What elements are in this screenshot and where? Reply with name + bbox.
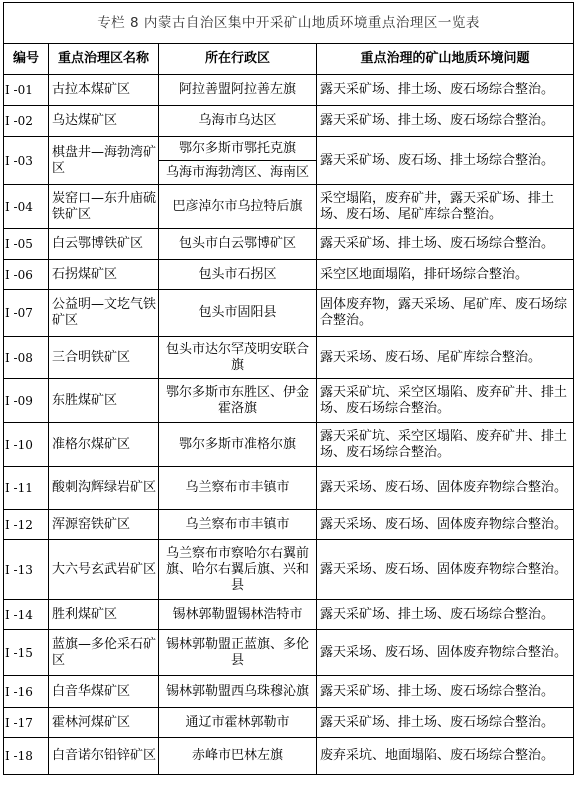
table-row — [4, 185, 574, 229]
row-name: 胜利煤矿区 — [49, 600, 159, 630]
row-region: 锡林郭勒盟正蓝旗、多伦县 — [159, 630, 317, 676]
table-row — [4, 540, 574, 600]
row-code: I -05 — [4, 229, 49, 260]
row-region: 鄂尔多斯市东胜区、伊金霍洛旗 — [159, 379, 317, 423]
row-region: 包头市白云鄂博矿区 — [159, 229, 317, 260]
row-code: I -15 — [4, 630, 49, 676]
table-row — [4, 467, 574, 510]
row-region-secondary: 乌海市海勃湾区、海南区 — [159, 161, 317, 185]
row-region: 赤峰市巴林左旗 — [159, 738, 317, 775]
row-issue: 露天采场、废石场、固体废弃物综合整治。 — [317, 467, 574, 510]
row-issue: 采空区地面塌陷，排矸场综合整治。 — [317, 260, 574, 290]
row-issue: 露天采矿场、排土场、废石场综合整治。 — [317, 708, 574, 738]
row-issue: 露天采矿坑、采空区塌陷、废弃矿井、排土场、废石场综合整治。 — [317, 423, 574, 467]
row-region: 鄂尔多斯市鄂托克旗 — [159, 137, 317, 161]
title-row — [4, 3, 574, 44]
row-name: 白音华煤矿区 — [49, 676, 159, 708]
row-region: 锡林郭勒盟西乌珠穆沁旗 — [159, 676, 317, 708]
table-row — [4, 229, 574, 260]
row-issue: 露天采矿场、排土场、废石场综合整治。 — [317, 75, 574, 106]
row-region: 包头市石拐区 — [159, 260, 317, 290]
row-code: I -17 — [4, 708, 49, 738]
table-row — [4, 630, 574, 676]
table-row — [4, 290, 574, 337]
row-name: 浑源窑铁矿区 — [49, 510, 159, 540]
table-row — [4, 676, 574, 708]
document-sheet — [3, 2, 573, 775]
row-region: 通辽市霍林郭勒市 — [159, 708, 317, 738]
row-name: 古拉本煤矿区 — [49, 75, 159, 106]
row-code: I -18 — [4, 738, 49, 775]
table-row — [4, 337, 574, 379]
table-row — [4, 510, 574, 540]
header-name: 重点治理区名称 — [49, 44, 159, 75]
row-code: I -14 — [4, 600, 49, 630]
row-issue: 露天采矿场、排土场、废石场综合整治。 — [317, 600, 574, 630]
table-title: 专栏 8 内蒙古自治区集中开采矿山地质环境重点治理区一览表 — [4, 3, 574, 44]
table-row — [4, 260, 574, 290]
row-issue: 采空塌陷，废弃矿井，露天采矿场、排土场、废石场、尾矿库综合整治。 — [317, 185, 574, 229]
row-issue: 露天采矿场、排土场、废石场综合整治。 — [317, 676, 574, 708]
row-code: I -12 — [4, 510, 49, 540]
table-row — [4, 137, 574, 161]
row-region: 乌兰察布市察哈尔右翼前旗、哈尔右翼后旗、兴和县 — [159, 540, 317, 600]
row-name: 棋盘井—海勃湾矿区 — [49, 137, 159, 185]
row-region: 乌兰察布市丰镇市 — [159, 467, 317, 510]
row-issue: 露天采场、废石场、尾矿库综合整治。 — [317, 337, 574, 379]
row-issue: 露天采矿场、排土场、废石场综合整治。 — [317, 229, 574, 260]
row-name: 霍林河煤矿区 — [49, 708, 159, 738]
row-name: 公益明—文圪气铁矿区 — [49, 290, 159, 337]
row-region: 包头市达尔罕茂明安联合旗 — [159, 337, 317, 379]
row-name: 东胜煤矿区 — [49, 379, 159, 423]
row-name: 乌达煤矿区 — [49, 106, 159, 137]
row-code: I -06 — [4, 260, 49, 290]
table-row — [4, 379, 574, 423]
row-code: I -01 — [4, 75, 49, 106]
table-row — [4, 423, 574, 467]
row-region: 巴彦淖尔市乌拉特后旗 — [159, 185, 317, 229]
row-name: 炭窑口—东升庙硫铁矿区 — [49, 185, 159, 229]
row-issue: 露天采矿坑、采空区塌陷、废弃矿井、排土场、废石场综合整治。 — [317, 379, 574, 423]
row-code: I -03 — [4, 137, 49, 185]
row-code: I -09 — [4, 379, 49, 423]
row-issue: 露天采矿场、废石场、排土场综合整治。 — [317, 137, 574, 185]
row-name: 石拐煤矿区 — [49, 260, 159, 290]
row-name: 白云鄂博铁矿区 — [49, 229, 159, 260]
row-region: 乌海市乌达区 — [159, 106, 317, 137]
row-issue: 固体废弃物，露天采场、尾矿库、废石场综合整治。 — [317, 290, 574, 337]
table-row — [4, 708, 574, 738]
row-issue: 露天采矿场、排土场、废石场综合整治。 — [317, 106, 574, 137]
row-code: I -13 — [4, 540, 49, 600]
row-name: 三合明铁矿区 — [49, 337, 159, 379]
row-code: I -08 — [4, 337, 49, 379]
row-region: 锡林郭勒盟锡林浩特市 — [159, 600, 317, 630]
row-name: 准格尔煤矿区 — [49, 423, 159, 467]
table-row — [4, 600, 574, 630]
row-code: I -11 — [4, 467, 49, 510]
row-issue: 露天采场、废石场、固体废弃物综合整治。 — [317, 630, 574, 676]
row-issue: 露天采场、废石场、固体废弃物综合整治。 — [317, 510, 574, 540]
table-row — [4, 106, 574, 137]
row-code: I -07 — [4, 290, 49, 337]
row-code: I -04 — [4, 185, 49, 229]
row-region: 阿拉善盟阿拉善左旗 — [159, 75, 317, 106]
row-issue: 废弃采坑、地面塌陷、废石场综合整治。 — [317, 738, 574, 775]
table-row — [4, 75, 574, 106]
row-code: I -10 — [4, 423, 49, 467]
header-code: 编号 — [4, 44, 49, 75]
row-code: I -16 — [4, 676, 49, 708]
treatment-zone-table — [3, 2, 574, 775]
header-region: 所在行政区 — [159, 44, 317, 75]
header-issue: 重点治理的矿山地质环境问题 — [317, 44, 574, 75]
row-region: 包头市固阳县 — [159, 290, 317, 337]
row-name: 大六号玄武岩矿区 — [49, 540, 159, 600]
row-code: I -02 — [4, 106, 49, 137]
row-region: 乌兰察布市丰镇市 — [159, 510, 317, 540]
row-issue: 露天采场、废石场、固体废弃物综合整治。 — [317, 540, 574, 600]
row-name: 酸刺沟辉绿岩矿区 — [49, 467, 159, 510]
row-region: 鄂尔多斯市准格尔旗 — [159, 423, 317, 467]
header-row — [4, 44, 574, 75]
table-row — [4, 738, 574, 775]
row-name: 白音诺尔铅锌矿区 — [49, 738, 159, 775]
row-name: 蓝旗—多伦采石矿区 — [49, 630, 159, 676]
